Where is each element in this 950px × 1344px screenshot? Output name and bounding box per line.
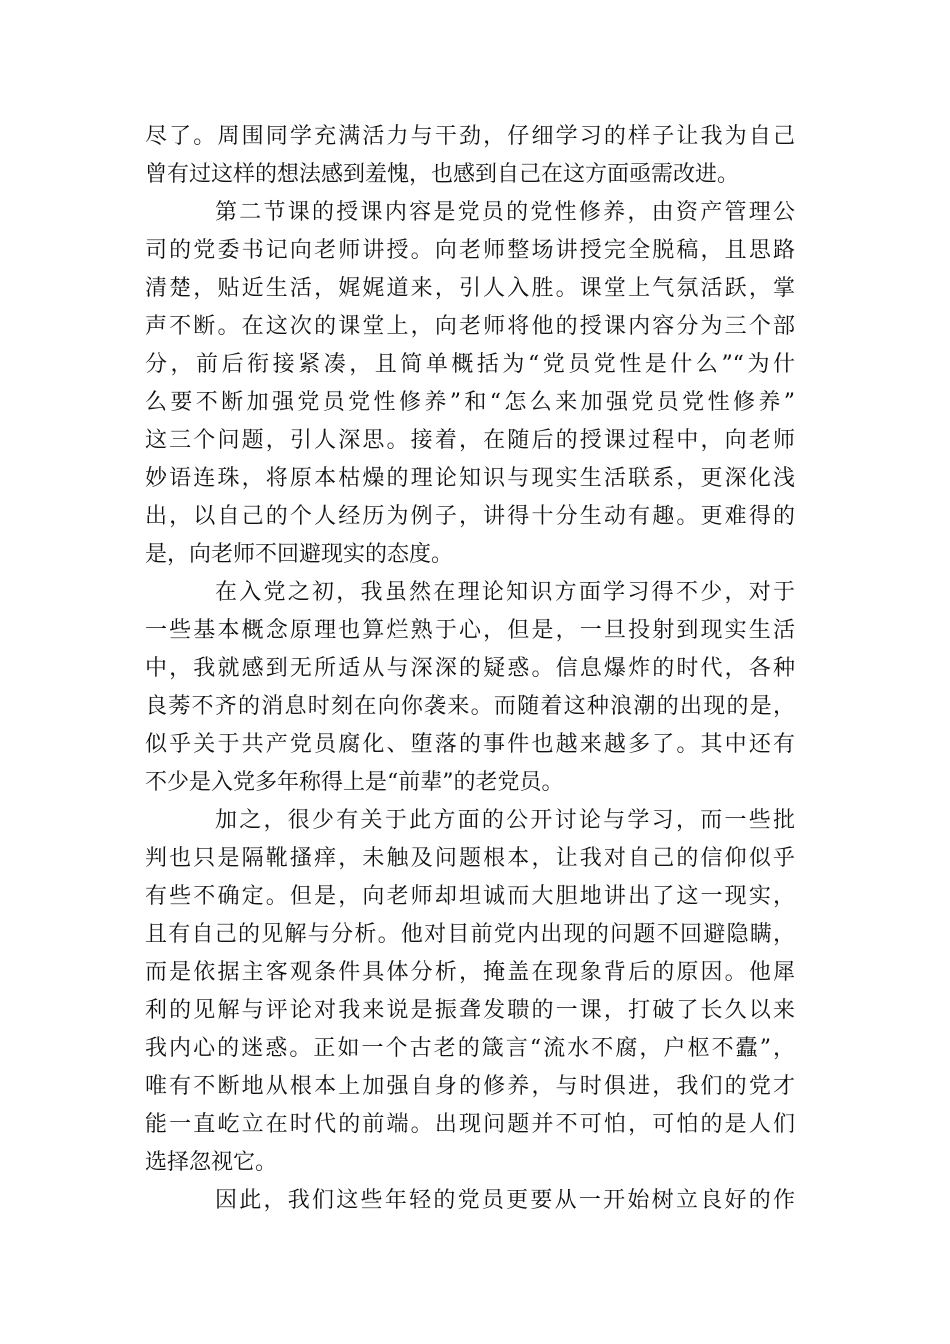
- text-line: 良莠不齐的消息时刻在向你袭来。而随着这种浪潮的出现的是，: [145, 694, 795, 719]
- text-line: 利的见解与评论对我来说是振聋发聩的一课，打破了长久以来: [145, 998, 795, 1023]
- text-line: 尽了。周围同学充满活力与干劲，仔细学习的样子让我为自己: [145, 124, 795, 149]
- text-line: 妙语连珠，将原本枯燥的理论知识与现实生活联系，更深化浅: [145, 466, 795, 491]
- text-line: 一些基本概念原理也算烂熟于心，但是，一旦投射到现实生活: [145, 618, 795, 643]
- text-line: 唯有不断地从根本上加强自身的修养，与时俱进，我们的党才: [145, 1074, 795, 1099]
- document-body: [145, 118, 795, 1220]
- text-line: 清楚，贴近生活，娓娓道来，引人入胜。课堂上气氛活跃，掌: [145, 276, 795, 301]
- text-line: 司的党委书记向老师讲授。向老师整场讲授完全脱稿，且思路: [145, 238, 795, 263]
- paragraph-first-line: 第二节课的授课内容是党员的党性修养，由资产管理公: [215, 200, 795, 225]
- text-line: 分，前后衔接紧凑，且简单概括为“党员党性是什么”“为什: [145, 352, 795, 377]
- text-line: 么要不断加强党员党性修养”和“怎么来加强党员党性修养”: [145, 390, 795, 415]
- text-line: 选择忽视它。: [145, 1150, 278, 1175]
- paragraph-first-line: 因此，我们这些年轻的党员更要从一开始树立良好的作: [215, 1188, 795, 1213]
- text-line: 且有自己的见解与分析。他对目前党内出现的问题不回避隐瞒，: [145, 922, 795, 947]
- paragraph-first-line: 在入党之初，我虽然在理论知识方面学习得不少，对于: [215, 580, 795, 605]
- text-line: 这三个问题，引人深思。接着，在随后的授课过程中，向老师: [145, 428, 795, 453]
- text-line: 判也只是隔靴搔痒，未触及问题根本，让我对自己的信仰似乎: [145, 846, 795, 871]
- text-line: 我内心的迷惑。正如一个古老的箴言“流水不腐，户枢不蠹”，: [145, 1036, 795, 1061]
- paragraph-first-line: 加之，很少有关于此方面的公开讨论与学习，而一些批: [215, 808, 795, 833]
- text-line: 曾有过这样的想法感到羞愧，也感到自己在这方面亟需改进。: [145, 162, 740, 187]
- text-line: 声不断。在这次的课堂上，向老师将他的授课内容分为三个部: [145, 314, 795, 339]
- text-line: 出，以自己的个人经历为例子，讲得十分生动有趣。更难得的: [145, 504, 795, 529]
- text-line: 不少是入党多年称得上是“前辈”的老党员。: [145, 770, 564, 795]
- text-line: 有些不确定。但是，向老师却坦诚而大胆地讲出了这一现实，: [145, 884, 795, 909]
- text-line: 能一直屹立在时代的前端。出现问题并不可怕，可怕的是人们: [145, 1112, 795, 1137]
- text-line: 中，我就感到无所适从与深深的疑惑。信息爆炸的时代，各种: [145, 656, 795, 681]
- text-line: 而是依据主客观条件具体分析，掩盖在现象背后的原因。他犀: [145, 960, 795, 985]
- text-line: 似乎关于共产党员腐化、堕落的事件也越来越多了。其中还有: [145, 732, 795, 757]
- text-line: 是，向老师不回避现实的态度。: [145, 542, 454, 567]
